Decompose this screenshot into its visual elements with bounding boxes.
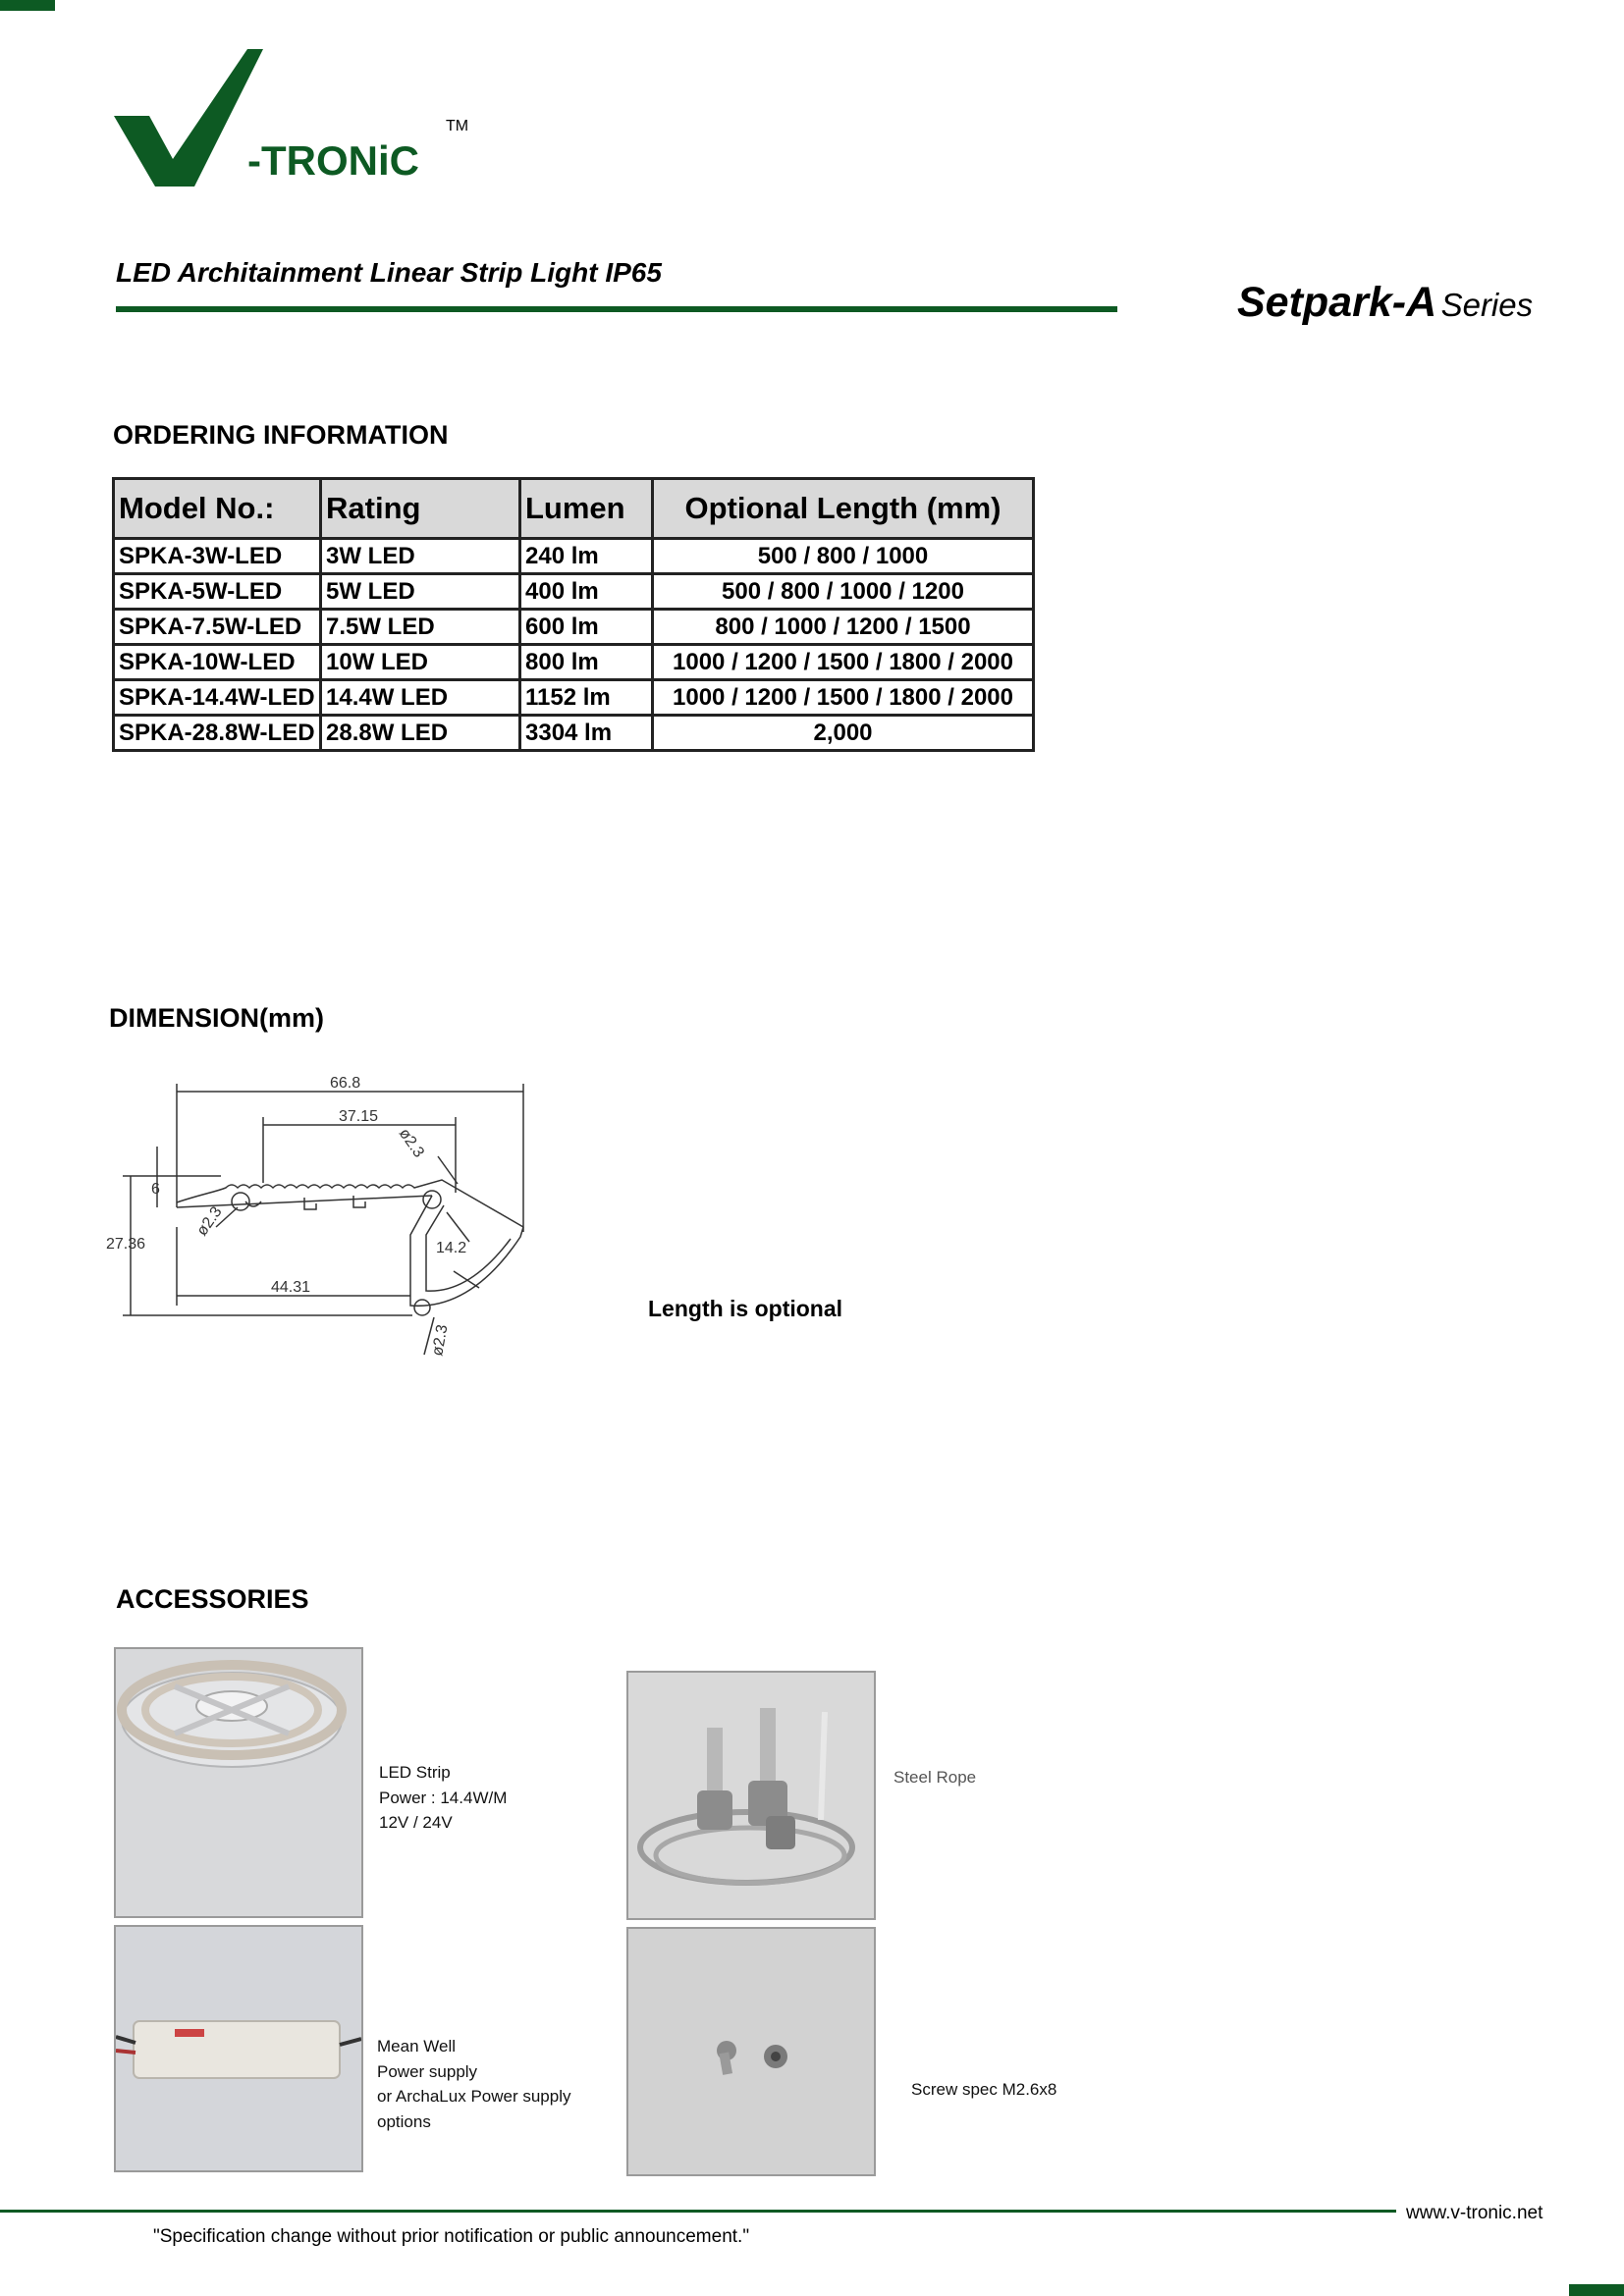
desc-line: 12V / 24V — [379, 1813, 453, 1832]
rating-cell: 3W LED — [321, 539, 520, 574]
rating-cell: 5W LED — [321, 574, 520, 610]
length-cell: 1000 / 1200 / 1500 / 1800 / 2000 — [653, 645, 1034, 680]
screw-desc — [911, 2077, 1056, 2103]
accessories-title: ACCESSORIES — [116, 1584, 309, 1614]
desc-line: LED Strip — [379, 1763, 451, 1782]
dim-hole-bottom: ø2.3 — [429, 1323, 452, 1358]
desc-line: Steel Rope — [893, 1768, 977, 1787]
desc-line: Power supply — [377, 2061, 478, 2081]
screws-photo — [626, 1927, 876, 2176]
model-cell: SPKA-28.8W-LED — [114, 716, 321, 751]
footer-disclaimer: "Specification change without prior notification or public announcement." — [153, 2226, 750, 2247]
profile-dimension-drawing — [98, 1070, 550, 1364]
title-underline — [116, 306, 1117, 312]
power-supply-photo — [114, 1925, 363, 2172]
model-cell: SPKA-5W-LED — [114, 574, 321, 610]
table-row — [114, 680, 1034, 716]
length-note: Length is optional — [648, 1296, 843, 1321]
series-word: Series — [1440, 287, 1534, 323]
steel-rope-photo — [626, 1671, 876, 1920]
corner-mark-bottom-right — [1569, 2284, 1624, 2296]
table-row — [114, 645, 1034, 680]
lumen-cell: 400 lm — [520, 574, 653, 610]
column-header: Rating — [321, 479, 520, 539]
trademark-mark: TM — [446, 118, 469, 134]
dim-hole-left: ø2.3 — [193, 1203, 226, 1240]
desc-line: Screw spec M2.6x8 — [911, 2080, 1057, 2099]
rating-cell: 14.4W LED — [321, 680, 520, 716]
series-label — [1237, 279, 1533, 327]
desc-line: options — [377, 2111, 431, 2131]
led-strip-photo — [114, 1647, 363, 1918]
website-link[interactable]: www.v-tronic.net — [1406, 2203, 1543, 2223]
length-cell: 1000 / 1200 / 1500 / 1800 / 2000 — [653, 680, 1034, 716]
led-strip-desc — [379, 1760, 507, 1836]
column-header: Optional Length (mm) — [653, 479, 1034, 539]
product-title: LED Architainment Linear Strip Light IP65 — [116, 257, 662, 288]
dim-lip: 6 — [151, 1181, 160, 1198]
steel-rope-desc — [893, 1765, 976, 1790]
lumen-cell: 600 lm — [520, 610, 653, 645]
ordering-title: ORDERING INFORMATION — [113, 420, 449, 450]
model-cell: SPKA-10W-LED — [114, 645, 321, 680]
rating-cell: 10W LED — [321, 645, 520, 680]
desc-line: Mean Well — [377, 2037, 456, 2056]
series-name: Setpark-A — [1237, 279, 1437, 326]
table-row — [114, 610, 1034, 645]
desc-line: Power : 14.4W/M — [379, 1788, 508, 1807]
length-cell: 800 / 1000 / 1200 / 1500 — [653, 610, 1034, 645]
brand-name: -TRONiC — [247, 137, 419, 184]
model-cell: SPKA-3W-LED — [114, 539, 321, 574]
dim-height: 27.36 — [106, 1236, 146, 1253]
dim-channel: 14.2 — [436, 1240, 467, 1256]
ordering-table — [112, 477, 1035, 752]
rating-cell: 28.8W LED — [321, 716, 520, 751]
length-cell: 2,000 — [653, 716, 1034, 751]
model-cell: SPKA-7.5W-LED — [114, 610, 321, 645]
dimension-title: DIMENSION(mm) — [109, 1003, 325, 1033]
lumen-cell: 3304 lm — [520, 716, 653, 751]
column-header: Model No.: — [114, 479, 321, 539]
brand-logo — [114, 49, 438, 191]
desc-line: or ArchaLux Power supply — [377, 2087, 571, 2106]
lumen-cell: 240 lm — [520, 539, 653, 574]
length-cell: 500 / 800 / 1000 — [653, 539, 1034, 574]
power-supply-desc — [377, 2034, 571, 2134]
lumen-cell: 800 lm — [520, 645, 653, 680]
model-cell: SPKA-14.4W-LED — [114, 680, 321, 716]
footer-rule — [0, 2210, 1396, 2213]
lumen-cell: 1152 lm — [520, 680, 653, 716]
table-row — [114, 716, 1034, 751]
length-cell: 500 / 800 / 1000 / 1200 — [653, 574, 1034, 610]
dim-inner-width: 37.15 — [339, 1108, 379, 1125]
dim-hole-top: ø2.3 — [395, 1125, 428, 1161]
table-row — [114, 574, 1034, 610]
rating-cell: 7.5W LED — [321, 610, 520, 645]
column-header: Lumen — [520, 479, 653, 539]
table-header-row — [114, 479, 1034, 539]
table-row — [114, 539, 1034, 574]
corner-mark-top-left — [0, 0, 55, 11]
dim-overall-width: 66.8 — [330, 1075, 361, 1092]
dim-base-width: 44.31 — [271, 1279, 311, 1296]
